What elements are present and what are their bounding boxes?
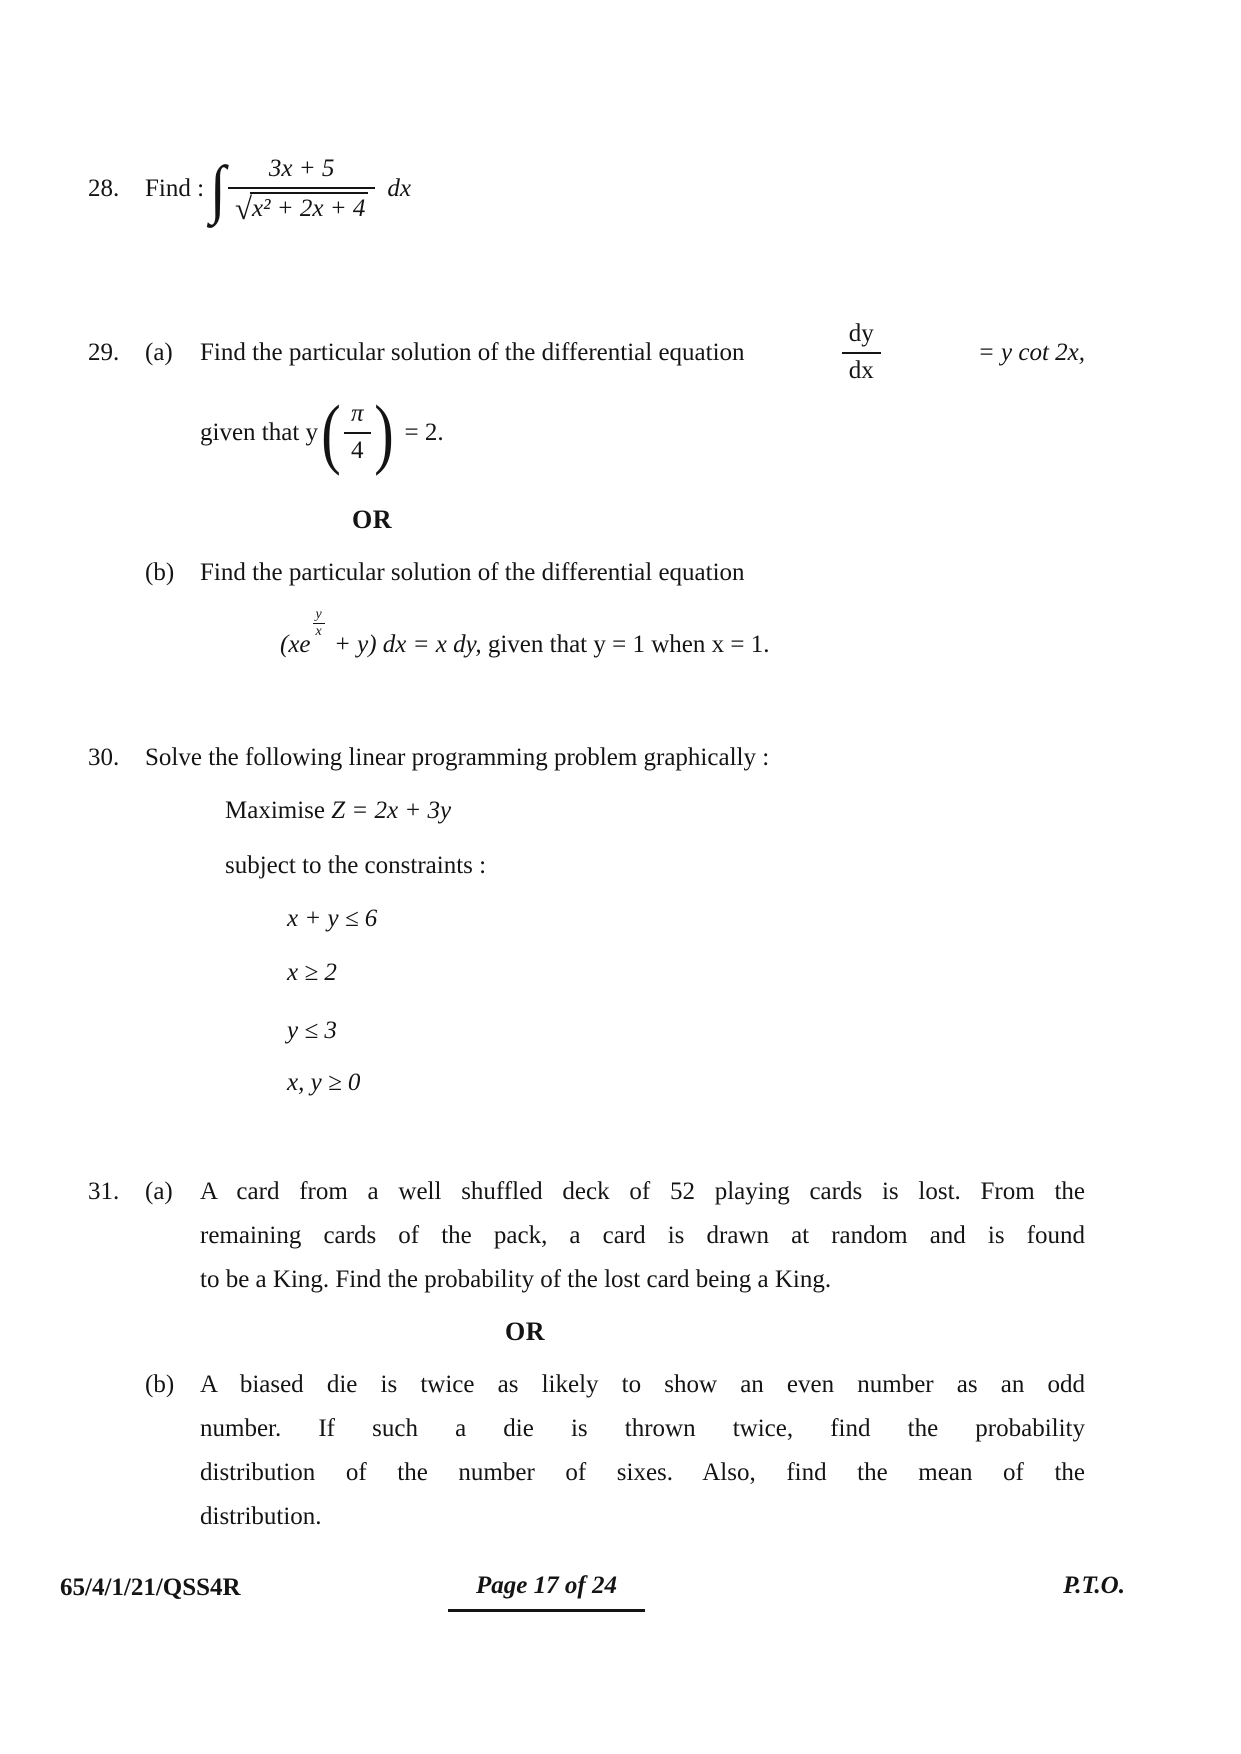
fraction-numerator: 3x + 5 xyxy=(268,155,335,182)
question-29-part-b-equation xyxy=(280,607,770,659)
part-a-label: (a) xyxy=(145,1178,173,1205)
part-b-line-4: distribution. xyxy=(200,1503,322,1530)
constraint-4: x, y ≥ 0 xyxy=(287,1069,361,1096)
constraint-1: x + y ≤ 6 xyxy=(287,905,378,932)
exponent-numerator: y xyxy=(313,608,325,624)
question-31-part-a xyxy=(88,1170,1085,1302)
exponent-denominator: x xyxy=(315,624,322,639)
question-31-part-b xyxy=(145,1363,1085,1539)
objective-math: Z = 2x + 3y xyxy=(331,797,452,824)
part-a-line-3: to be a King. Find the probability of the lost card being a King. xyxy=(200,1266,832,1293)
page-footer xyxy=(60,1572,1125,1622)
dy-dx-fraction xyxy=(842,320,881,386)
equation-text-suffix: given that y = 1 when x = 1. xyxy=(481,631,770,658)
part-b-line-1: A biased die is twice as likely to show an even number as an odd xyxy=(200,1371,1085,1398)
objective-word: Maximise xyxy=(225,797,325,824)
question-28-find-label: Find : xyxy=(145,175,205,203)
question-30-subject-line: subject to the constraints : xyxy=(225,852,487,879)
question-31-number: 31. xyxy=(88,1178,120,1205)
constraint-2: x ≥ 2 xyxy=(287,959,337,986)
part-b-line-3: distribution of the number of sixes. Also, find the mean of the xyxy=(200,1459,1085,1486)
part-b-label: (b) xyxy=(145,559,175,586)
question-29-part-b-line1 xyxy=(145,559,745,587)
part-a-line-2: remaining cards of the pack, a card is drawn at random and is found xyxy=(200,1222,1085,1249)
radicand: x² + 2x + 4 xyxy=(250,192,368,224)
part-b-label: (b) xyxy=(145,1371,175,1398)
y-over-x-exponent xyxy=(313,608,325,639)
question-30-line1 xyxy=(88,744,769,772)
question-29-or-separator: OR xyxy=(352,505,392,534)
pi-over-4-fraction xyxy=(344,400,371,466)
integral-sign: ∫ xyxy=(210,152,226,226)
dy-dx-denominator: dx xyxy=(842,352,881,386)
constraint-3: y ≤ 3 xyxy=(287,1017,337,1044)
given-prefix: given that y xyxy=(200,418,319,446)
equation-math-suffix: + y) dx = x dy, xyxy=(327,631,482,658)
equation-prefix: (xe xyxy=(280,631,311,658)
part-b-paragraph xyxy=(200,1363,1085,1539)
question-31-or-separator: OR xyxy=(505,1317,545,1346)
part-a-text-before: Find the particular solution of the differential equation xyxy=(200,338,745,366)
part-b-line-2: number. If such a die is thrown twice, find the probability xyxy=(200,1415,1085,1442)
page-indicator: Page 17 of 24 xyxy=(448,1572,645,1612)
question-29-number: 29. xyxy=(88,338,120,366)
question-30-number: 30. xyxy=(88,744,120,771)
question-28-fraction xyxy=(228,155,375,224)
four-denominator: 4 xyxy=(344,432,371,466)
dy-dx-numerator: dy xyxy=(848,320,874,347)
question-28 xyxy=(88,152,411,226)
given-suffix: = 2. xyxy=(404,418,444,446)
question-29-part-a-line1 xyxy=(88,320,1085,386)
part-b-text: Find the particular solution of the differential equation xyxy=(200,559,745,586)
pi-numerator: π xyxy=(351,400,364,427)
pto-label: P.T.O. xyxy=(1063,1572,1125,1599)
question-29-part-a-given: given that y ( $\frac{\pi}{4}$ ) = 2. xyxy=(200,388,444,476)
question-30-text: Solve the following linear programming problem graphically : xyxy=(145,744,770,771)
question-28-differential: dx xyxy=(387,175,411,203)
radical-sign: √ xyxy=(234,190,252,226)
part-a-line-1: A card from a well shuffled deck of 52 playing cards is lost. From the xyxy=(200,1178,1085,1205)
fraction-denominator xyxy=(228,187,375,224)
part-a-text-after: = y cot 2x, xyxy=(977,338,1085,366)
question-28-number: 28. xyxy=(88,175,120,203)
question-30-objective xyxy=(225,797,451,825)
paper-code: 65/4/1/21/QSS4R xyxy=(60,1574,241,1601)
part-a-paragraph xyxy=(200,1170,1085,1302)
part-a-sentence xyxy=(200,320,1085,386)
part-a-label: (a) xyxy=(145,338,173,366)
